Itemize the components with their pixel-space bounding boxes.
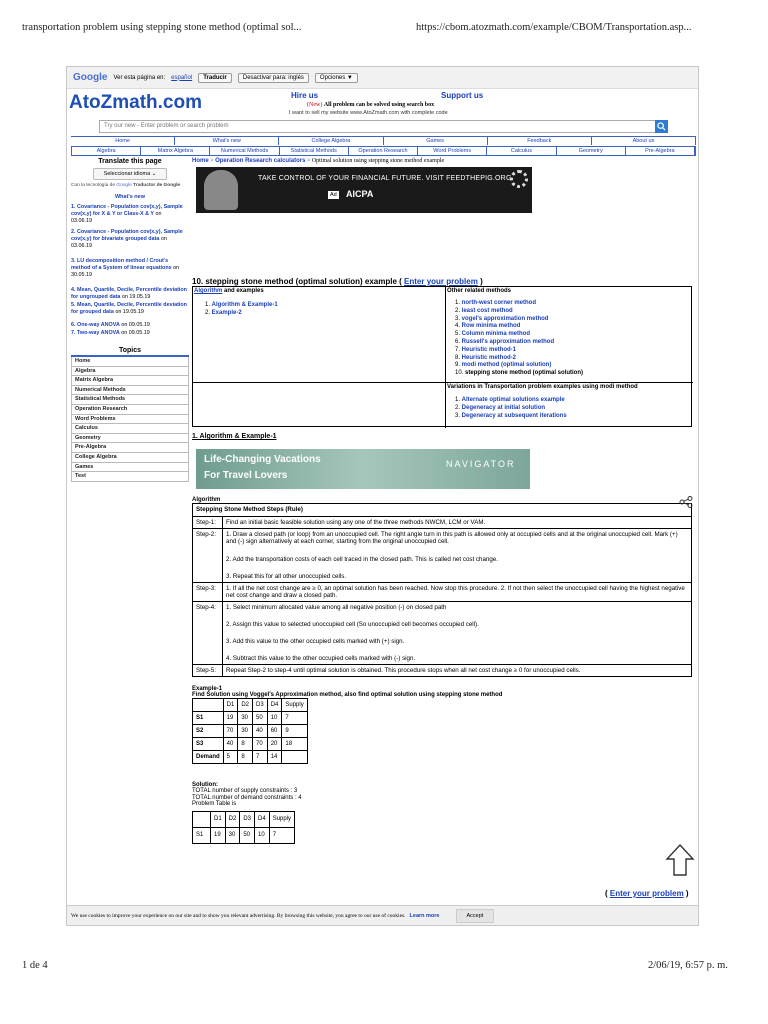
variations-title: Variations in Transportation problem examples using modi method (447, 384, 638, 390)
nav-pre-algebra[interactable]: Pre-Algebra (626, 147, 695, 155)
breadcrumb-sep: > (306, 158, 311, 164)
step-label: Step-2: (193, 529, 223, 583)
solution-block (192, 782, 697, 808)
table-header-cell: Supply (269, 811, 294, 827)
variation-link[interactable]: Degeneracy at initial solution (461, 404, 546, 411)
step-text: 1. Select minimum allocated value among all negative position (-) on closed path (226, 604, 447, 611)
table-cell: 40 (253, 725, 268, 738)
step-text: Find an initial basic feasible solution using any one of the three methods NWCM, LCM or VAM. (223, 517, 692, 529)
sell-notice[interactable]: I want to sell my website www.AtoZmath.com with complete code (289, 110, 448, 115)
list-item: 1. Algorithm & Example-1 (205, 302, 278, 308)
heading-close: ) (480, 277, 483, 286)
list-item: 2. Example-2 (205, 310, 242, 316)
table-cell: 8 (238, 738, 253, 751)
news-date: 19.05.19 (129, 294, 151, 300)
table-header-cell: D2 (238, 699, 253, 712)
page-number: 1 de 4 (22, 960, 48, 971)
table-row (193, 602, 692, 665)
list-item: 9. modi method (optimal solution) (455, 362, 552, 369)
related-link[interactable]: modi method (optimal solution) (461, 362, 552, 369)
nav-algebra[interactable]: Algebra (72, 147, 141, 155)
steps-title: Stepping Stone Method Steps (Rule) (193, 504, 692, 517)
table-header-row (193, 699, 308, 712)
table-header-cell: D3 (240, 811, 255, 827)
example-title: Example-1 (192, 686, 223, 692)
ad-line-1: Life-Changing Vacations (204, 454, 321, 465)
topic-word-problems[interactable]: Word Problems (71, 415, 189, 425)
nav-feedback[interactable]: Feedback (488, 137, 592, 145)
table-cell: 40 (223, 738, 238, 751)
table-header-cell (193, 811, 211, 827)
algorithm-label: Algorithm (192, 497, 221, 503)
ad-label: Ad (330, 192, 337, 198)
breadcrumb (192, 158, 697, 164)
main-content (192, 158, 697, 844)
related-link[interactable]: Row minima method (461, 323, 521, 330)
news-on: on (121, 330, 128, 336)
news-num: 5. (71, 302, 76, 308)
topic-home[interactable]: Home (71, 357, 189, 367)
share-icon[interactable] (679, 496, 693, 510)
list-item: 2. Degeneracy at initial solution (455, 404, 546, 411)
table-cell: 20 (267, 738, 282, 751)
list-item: 2. least cost method (455, 307, 513, 314)
table-header-cell: D1 (223, 699, 238, 712)
translate-button[interactable]: Traducir (198, 73, 232, 83)
table-header-cell (193, 699, 224, 712)
news-link[interactable]: Covariance - Population cov(x,y), Sample cov(x,y) for X & Y or Class-X & Y (71, 204, 183, 217)
related-title: Other related methods (447, 288, 512, 294)
ad-photo (204, 170, 238, 210)
ad-seal-icon (510, 170, 528, 188)
translate-title: Translate this page (98, 158, 162, 165)
options-button[interactable]: Opciones ▼ (315, 73, 358, 83)
table-header-cell: D2 (225, 811, 240, 827)
step-text: Repeat Step-2 to step-4 until optimal solution is obtained. This procedure stops when all net cost change ≥ 0 for unoccupied cells. (223, 665, 692, 677)
arrow-up-icon (665, 843, 695, 877)
step-label: Step-4: (193, 602, 223, 665)
table-cell: 50 (240, 827, 255, 843)
table-row (193, 827, 295, 843)
list-item: 1. north-west corner method (455, 300, 537, 306)
table-cell: 18 (282, 738, 307, 751)
table-cell: 9 (282, 725, 307, 738)
ad-banner-vacation[interactable] (196, 449, 530, 489)
powered-prefix: Con la tecnología de (71, 183, 116, 188)
table-cell: Demand (193, 751, 224, 764)
news-item (71, 287, 189, 301)
breadcrumb-current: Optimal solution using stepping stone method example (311, 158, 445, 164)
powered-by (71, 183, 189, 188)
news-num: 4. (71, 287, 76, 293)
steps-table (192, 503, 692, 677)
table-cell (282, 751, 307, 764)
related-link[interactable]: vogel's approximation method (461, 315, 549, 322)
table-cell: 19 (211, 827, 226, 843)
demand-line: TOTAL number of demand constraints : 4 (192, 794, 302, 801)
table-cell: 10 (267, 712, 282, 725)
ad-text: TAKE CONTROL OF YOUR FINANCIAL FUTURE. VISIT FEEDTHEPIG.ORG. (258, 175, 514, 182)
print-datetime: 2/06/19, 6:57 p. m. (648, 960, 728, 971)
news-item (71, 302, 189, 316)
language-link[interactable]: español (171, 74, 193, 81)
table-header-cell: D4 (267, 699, 282, 712)
nav-home[interactable]: Home (71, 137, 175, 145)
news-on: on (115, 309, 122, 315)
table-cell: 50 (253, 712, 268, 725)
share-glyph-icon (679, 496, 693, 508)
related-link[interactable]: least cost method (461, 307, 513, 314)
related-link[interactable]: Russell's approximation method (461, 338, 555, 345)
news-on: on (173, 265, 180, 271)
news-date: 19.05.19 (122, 309, 144, 315)
table-cell: 60 (267, 725, 282, 738)
news-on: on (121, 322, 128, 328)
problem-table (192, 811, 295, 844)
topic-statistical-methods[interactable]: Statistical Methods (71, 395, 189, 405)
table-cell: 8 (238, 751, 253, 764)
breadcrumb-home[interactable]: Home (192, 158, 209, 164)
nav-about-us[interactable]: About us (592, 137, 696, 145)
news-date: 09.05.19 (128, 330, 150, 336)
list-item: 6. Russell's approximation method (455, 338, 555, 345)
table-header-cell: D4 (255, 811, 270, 827)
topic-nav (71, 146, 696, 156)
news-link[interactable]: LU decomposition method / Crout's method of a System of linear equations (71, 258, 172, 271)
nav-numerical-methods[interactable]: Numerical Methods (210, 147, 279, 155)
support-us-link[interactable]: Support us (441, 91, 484, 100)
topic-algebra[interactable]: Algebra (71, 367, 189, 377)
news-num: 1. (71, 204, 76, 210)
enter-problem-bottom-link[interactable]: Enter your problem (609, 889, 684, 898)
nav-operation-research[interactable]: Operation Research (349, 147, 418, 155)
google-translate-bar (67, 67, 699, 89)
variations-list (455, 397, 567, 420)
ad-banner-finance[interactable] (196, 167, 532, 213)
topic-games[interactable]: Games (71, 463, 189, 473)
step-text: 1. If all the net cost change are ≥ 0, an optimal solution has been reached. Now stop this procedure. 2. If not then select the unoccupied cell having the highest negative net cost change and draw a closed path. (223, 583, 692, 602)
news-link[interactable]: Covariance - Population cov(x,y), Sample cov(x,y) for bivariate grouped data (71, 229, 183, 242)
topic-operation-research[interactable]: Operation Research (71, 405, 189, 415)
related-link[interactable]: Heuristic method-2 (461, 354, 517, 361)
step-label: Step-5: (193, 665, 223, 677)
topics-list (71, 357, 189, 482)
divider (445, 287, 446, 428)
section-title: 1. Algorithm & Example-1 (192, 433, 277, 440)
new-badge: (New) (307, 102, 323, 108)
problem-line: Problem Table is (192, 801, 237, 808)
table-cell: S1 (193, 712, 224, 725)
news-num: 3. (71, 258, 76, 264)
cookie-accept-button[interactable]: Accept (456, 909, 495, 923)
nav-college-algebra[interactable]: College Algebra (279, 137, 383, 145)
list-item: 3. vogel's approximation method (455, 315, 549, 322)
related-link[interactable]: north-west corner method (461, 300, 537, 306)
table-row (193, 517, 692, 529)
algo-link-2[interactable]: Example-2 (211, 310, 242, 316)
language-select-label: Seleccionar idioma (103, 171, 151, 177)
table-cell: 10 (255, 827, 270, 843)
site-logo[interactable]: AtoZmath.com (69, 92, 202, 113)
topic-college-algebra[interactable]: College Algebra (71, 453, 189, 463)
page-title: transportation problem using stepping stone method (optimal sol... (22, 22, 302, 33)
algorithm-link[interactable]: Algorithm (194, 288, 223, 294)
topic-calculus[interactable]: Calculus (71, 424, 189, 434)
news-on: on (155, 211, 162, 217)
related-link[interactable]: Column minima method (461, 331, 531, 338)
list-item: 10. stepping stone method (optimal solution) (455, 370, 584, 377)
google-logo: Google (73, 72, 108, 83)
table-cell: S3 (193, 738, 224, 751)
chevron-down-icon: ⌄ (151, 171, 157, 177)
table-row (193, 751, 308, 764)
algo-link-1[interactable]: Algorithm & Example-1 (211, 302, 278, 308)
new-notice (307, 102, 434, 108)
breadcrumb-section[interactable]: Operation Research calculators (215, 158, 306, 164)
nav-statistical-methods[interactable]: Statistical Methods (280, 147, 349, 155)
news-num: 6. (71, 322, 76, 328)
supply-line: TOTAL number of supply constraints : 3 (192, 788, 298, 795)
table-cell: 30 (238, 725, 253, 738)
news-link[interactable]: Two-way ANOVA (77, 330, 120, 336)
list-item: 8. Heuristic method-2 (455, 354, 517, 361)
ad-line-2: For Travel Lovers (204, 470, 288, 481)
algorithm-header (194, 288, 264, 294)
step-cell (223, 602, 692, 665)
example-desc: Find Solution using Voggel's Approximation method, also find optimal solution using stepping stone method (192, 692, 503, 698)
table-header-row (193, 811, 295, 827)
news-date: 03.06.19 (71, 243, 92, 249)
cookie-text: We use cookies to improve your experience on our site and to show you relevant advertising. By browsing this website, you agree to our use of cookies. (71, 913, 406, 919)
cookie-learn-more[interactable]: Learn more (409, 913, 440, 919)
nav-geometry[interactable]: Geometry (557, 147, 626, 155)
table-row (193, 738, 308, 751)
table-cell: S2 (193, 725, 224, 738)
table-cell: 7 (253, 751, 268, 764)
news-link[interactable]: Mean, Quartile, Decile, Percentile deviation for ungrouped data (71, 287, 187, 300)
example-table (192, 698, 308, 764)
cookie-banner (67, 905, 699, 926)
table-row (193, 665, 692, 677)
table-row (193, 712, 308, 725)
table-row (193, 725, 308, 738)
main-nav (71, 136, 696, 145)
news-item (71, 229, 189, 250)
step-text: 3. Repeat this for all other unoccupied cells. (226, 573, 347, 580)
related-current: stepping stone method (optimal solution) (465, 370, 584, 377)
nav-matrix-algebra[interactable]: Matrix Algebra (141, 147, 210, 155)
variation-link[interactable]: Degeneracy at subsequent iterations (461, 412, 567, 419)
table-cell: 30 (225, 827, 240, 843)
news-item (71, 330, 189, 337)
page-frame (66, 66, 699, 926)
table-cell: S1 (193, 827, 211, 843)
step-cell (223, 529, 692, 583)
topic-test[interactable]: Test (71, 472, 189, 482)
list-item: 7. Heuristic method-1 (455, 346, 517, 353)
news-link[interactable]: One-way ANOVA (77, 322, 120, 328)
ad-sponsor: AICPA (346, 189, 374, 199)
table-header-cell: Supply (282, 699, 307, 712)
enter-problem-link[interactable]: Enter your problem (404, 277, 478, 286)
news-item (71, 258, 189, 279)
table-cell: 7 (282, 712, 307, 725)
powered-google: Google (116, 183, 132, 188)
enter-problem-bottom: ( Enter your problem ) (605, 889, 689, 898)
topic-matrix-algebra[interactable]: Matrix Algebra (71, 376, 189, 386)
step-text: 3. Add this value to the other occupied cells marked with (+) sign. (226, 638, 405, 645)
nav-games[interactable]: Games (384, 137, 488, 145)
news-on: on (160, 236, 167, 242)
table-row (193, 529, 692, 583)
search-icon (657, 122, 666, 131)
list-item: 4. Row minima method (455, 323, 521, 330)
table-cell: 70 (223, 725, 238, 738)
step-text: 2. Assign this value to selected unoccupied cell (So unoccupied cell becomes occupied cell). (226, 621, 479, 628)
related-link[interactable]: Heuristic method-1 (461, 346, 517, 353)
table-cell: 19 (223, 712, 238, 725)
news-on: on (121, 294, 128, 300)
new-notice-text: All problem can be solved using search box (323, 102, 435, 108)
variation-link[interactable]: Alternate optimal solutions example (461, 397, 565, 403)
table-row (193, 583, 692, 602)
list-item: 3. Degeneracy at subsequent iterations (455, 412, 567, 419)
divider (193, 382, 693, 383)
page-url: https://cbom.atozmath.com/example/CBOM/Transportation.asp... (416, 22, 692, 33)
solution-title: Solution: (192, 782, 218, 788)
topic-numerical-methods[interactable]: Numerical Methods (71, 386, 189, 396)
language-select[interactable] (93, 168, 167, 180)
table-cell: 70 (253, 738, 268, 751)
nav-calculus[interactable]: Calculus (487, 147, 556, 155)
step-text: 2. Add the transportation costs of each cell traced in the closed path. This is called net cost change. (226, 556, 498, 563)
table-header-cell: D1 (211, 811, 226, 827)
news-date: 09.05.19 (128, 322, 150, 328)
index-table (192, 286, 692, 427)
ad-brand: NAVIGATOR (446, 459, 516, 469)
example-heading (192, 277, 697, 286)
step-label: Step-3: (193, 583, 223, 602)
search-button[interactable] (655, 120, 668, 133)
scroll-top-button[interactable] (665, 843, 695, 882)
step-text: 1. Draw a closed path (or loop) from an unoccupied cell. The right angle turn in this path is allowed only at occupied cells and at the original unoccupied cell. Mark (+) and (-) sign alternatively at each corner, starting from the original unoccupied cell. (226, 531, 678, 545)
news-num: 7. (71, 330, 76, 336)
topic-pre-algebra[interactable]: Pre-Algebra (71, 443, 189, 453)
table-cell: 14 (267, 751, 282, 764)
topic-geometry[interactable]: Geometry (71, 434, 189, 444)
step-label: Step-1: (193, 517, 223, 529)
algorithm-suffix: and examples (224, 288, 264, 294)
news-num: 2. (71, 229, 76, 235)
table-header-cell: D3 (253, 699, 268, 712)
disable-translate-button[interactable]: Desactivar para: inglés (238, 73, 309, 83)
powered-suffix: Traductor de Google (133, 183, 181, 188)
list-item: 1. Alternate optimal solutions example (455, 397, 565, 403)
sidebar (71, 158, 189, 482)
news-date: 03.06.19 (71, 218, 92, 224)
related-list (455, 300, 583, 378)
news-link[interactable]: Mean, Quartile, Decile, Percentile deviation for grouped data (71, 302, 187, 315)
breadcrumb-sep: > (210, 158, 214, 164)
heading-title: 10. stepping stone method (optimal solution) example ( (192, 277, 402, 286)
news-date: 30.05.19 (71, 272, 92, 278)
table-cell: 5 (223, 751, 238, 764)
news-item (71, 322, 189, 329)
algorithm-list (205, 301, 278, 317)
nav-word-problems[interactable]: Word Problems (418, 147, 487, 155)
topics-title: Topics (71, 347, 189, 357)
whats-new-title: What's new (114, 194, 146, 200)
search-input[interactable]: Try our new - Enter problem or search problem (99, 120, 656, 133)
step-text: 4. Subtract this value to the other occupied cells marked with (-) sign. (226, 655, 416, 662)
nav-whats-new[interactable]: What's new (175, 137, 279, 145)
view-in-label: Ver esta página en: (113, 74, 166, 81)
table-cell: 30 (238, 712, 253, 725)
table-cell: 7 (269, 827, 294, 843)
list-item: 5. Column minima method (455, 331, 531, 338)
hire-us-link[interactable]: Hire us (291, 91, 319, 100)
news-item (71, 204, 189, 225)
